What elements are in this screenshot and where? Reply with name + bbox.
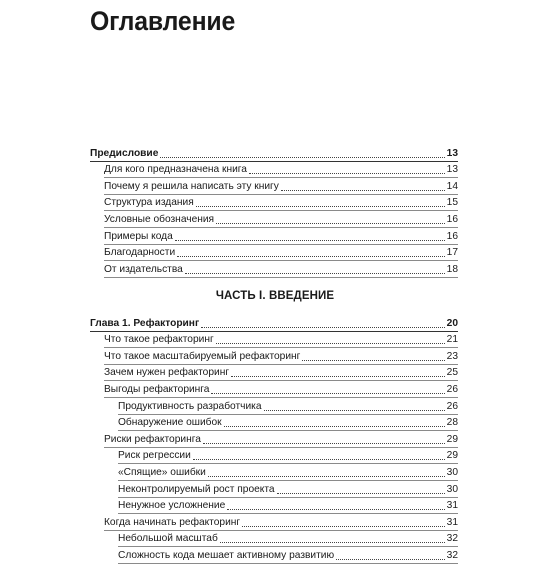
toc-entry xyxy=(90,398,458,415)
part-heading: ЧАСТЬ I. ВВЕДЕНИЕ xyxy=(215,290,335,302)
toc-leader-dots xyxy=(336,558,445,560)
toc-row-rule xyxy=(104,277,458,278)
page-title: Оглавление xyxy=(90,6,236,36)
toc-entry-page: 20 xyxy=(446,317,458,329)
toc-entry-title: «Спящие» ошибки xyxy=(118,466,206,478)
toc-leader-dots xyxy=(220,541,445,543)
toc-entry-page: 16 xyxy=(446,230,458,242)
toc-entry-page: 30 xyxy=(446,483,458,495)
toc-entry xyxy=(90,448,458,465)
toc-entry-page: 31 xyxy=(446,516,458,528)
toc-entry-title: Ненужное усложнение xyxy=(118,500,226,512)
toc-entry-page: 16 xyxy=(446,213,458,225)
toc-leader-dots xyxy=(281,189,445,191)
toc-entry-title: Риски рефакторинга xyxy=(104,433,201,445)
toc-entry-page: 21 xyxy=(446,334,458,346)
toc-entry xyxy=(90,531,458,548)
toc-leader-dots xyxy=(208,475,445,477)
toc-entry-title: Риск регрессии xyxy=(118,450,191,462)
toc-leader-dots xyxy=(242,525,445,527)
toc-entry xyxy=(90,332,458,349)
toc-entry-title: Сложность кода мешает активному развитию xyxy=(118,549,335,561)
toc-leader-dots xyxy=(175,239,445,241)
toc-entry-page: 23 xyxy=(446,350,458,362)
toc-entry-title: Структура издания xyxy=(104,197,194,209)
toc-entry-title: Благодарности xyxy=(104,247,176,259)
toc-leader-dots xyxy=(211,392,444,394)
toc-entry-title: Обнаружение ошибок xyxy=(118,417,222,429)
toc-entry xyxy=(90,365,458,382)
toc-entry-page: 29 xyxy=(446,450,458,462)
toc-entry-title: Когда начинать рефакторинг xyxy=(104,516,241,528)
toc-entry-title: Небольшой масштаб xyxy=(118,533,218,545)
toc-entry-title: Почему я решила написать эту книгу xyxy=(104,180,279,192)
toc-entry-page: 15 xyxy=(446,197,458,209)
toc-entry xyxy=(90,261,458,278)
toc-leader-dots xyxy=(224,425,445,427)
toc-leader-dots xyxy=(203,442,445,444)
toc-entry-page: 28 xyxy=(446,417,458,429)
toc-entry xyxy=(90,162,458,179)
toc-entry-page: 32 xyxy=(446,549,458,561)
toc-leader-dots xyxy=(193,458,445,460)
toc-entry xyxy=(90,195,458,212)
toc-entry-page: 18 xyxy=(446,263,458,275)
toc-leader-dots xyxy=(227,508,444,510)
toc-entry xyxy=(90,145,458,162)
toc-leader-dots xyxy=(216,342,445,344)
toc-leader-dots xyxy=(302,359,444,361)
toc-entry-page: 26 xyxy=(446,400,458,412)
toc-entry xyxy=(90,415,458,432)
toc-entry-page: 31 xyxy=(446,500,458,512)
toc-leader-dots xyxy=(231,375,445,377)
toc-entry xyxy=(90,481,458,498)
toc-entry-page: 29 xyxy=(446,433,458,445)
toc-entry xyxy=(90,178,458,195)
toc-entry-title: Примеры кода xyxy=(104,230,173,242)
toc-chapter-section xyxy=(90,315,458,564)
toc-entry-page: 14 xyxy=(446,180,458,192)
toc-leader-dots xyxy=(185,272,445,274)
toc-entry xyxy=(90,315,458,332)
toc-leader-dots xyxy=(277,492,445,494)
toc-entry-page: 13 xyxy=(446,147,458,159)
toc-preface-section xyxy=(90,145,458,278)
toc-entry-title: Что такое рефакторинг xyxy=(104,334,214,346)
toc-leader-dots xyxy=(177,255,445,257)
toc-leader-dots xyxy=(196,205,445,207)
toc-entry-title: Предисловие xyxy=(90,147,159,159)
toc-entry-page: 32 xyxy=(446,533,458,545)
toc-entry-title: Глава 1. Рефакторинг xyxy=(90,317,200,329)
toc-entry-page: 13 xyxy=(446,164,458,176)
toc-entry-page: 25 xyxy=(446,367,458,379)
toc-entry-title: Выгоды рефакторинга xyxy=(104,383,210,395)
toc-entry-page: 26 xyxy=(446,383,458,395)
toc-entry xyxy=(90,431,458,448)
toc-entry xyxy=(90,514,458,531)
toc-leader-dots xyxy=(160,156,444,158)
toc-entry xyxy=(90,381,458,398)
toc-leader-dots xyxy=(201,326,444,328)
toc-entry xyxy=(90,464,458,481)
toc-entry xyxy=(90,211,458,228)
toc-entry-title: Зачем нужен рефакторинг xyxy=(104,367,230,379)
toc-entry-title: Что такое масштабируемый рефакторинг xyxy=(104,350,301,362)
toc-leader-dots xyxy=(216,222,445,224)
toc-entry xyxy=(90,228,458,245)
toc-entry-title: От издательства xyxy=(104,263,183,275)
toc-entry-title: Неконтролируемый рост проекта xyxy=(118,483,275,495)
toc-entry-page: 17 xyxy=(446,247,458,259)
toc-entry-title: Продуктивность разработчика xyxy=(118,400,262,412)
toc-entry xyxy=(90,245,458,262)
toc-leader-dots xyxy=(249,172,445,174)
toc-entry-page: 30 xyxy=(446,466,458,478)
toc-entry xyxy=(90,498,458,515)
toc-leader-dots xyxy=(264,409,445,411)
toc-entry-title: Для кого предназначена книга xyxy=(104,164,247,176)
toc-entry-title: Условные обозначения xyxy=(104,213,215,225)
toc-entry xyxy=(90,348,458,365)
